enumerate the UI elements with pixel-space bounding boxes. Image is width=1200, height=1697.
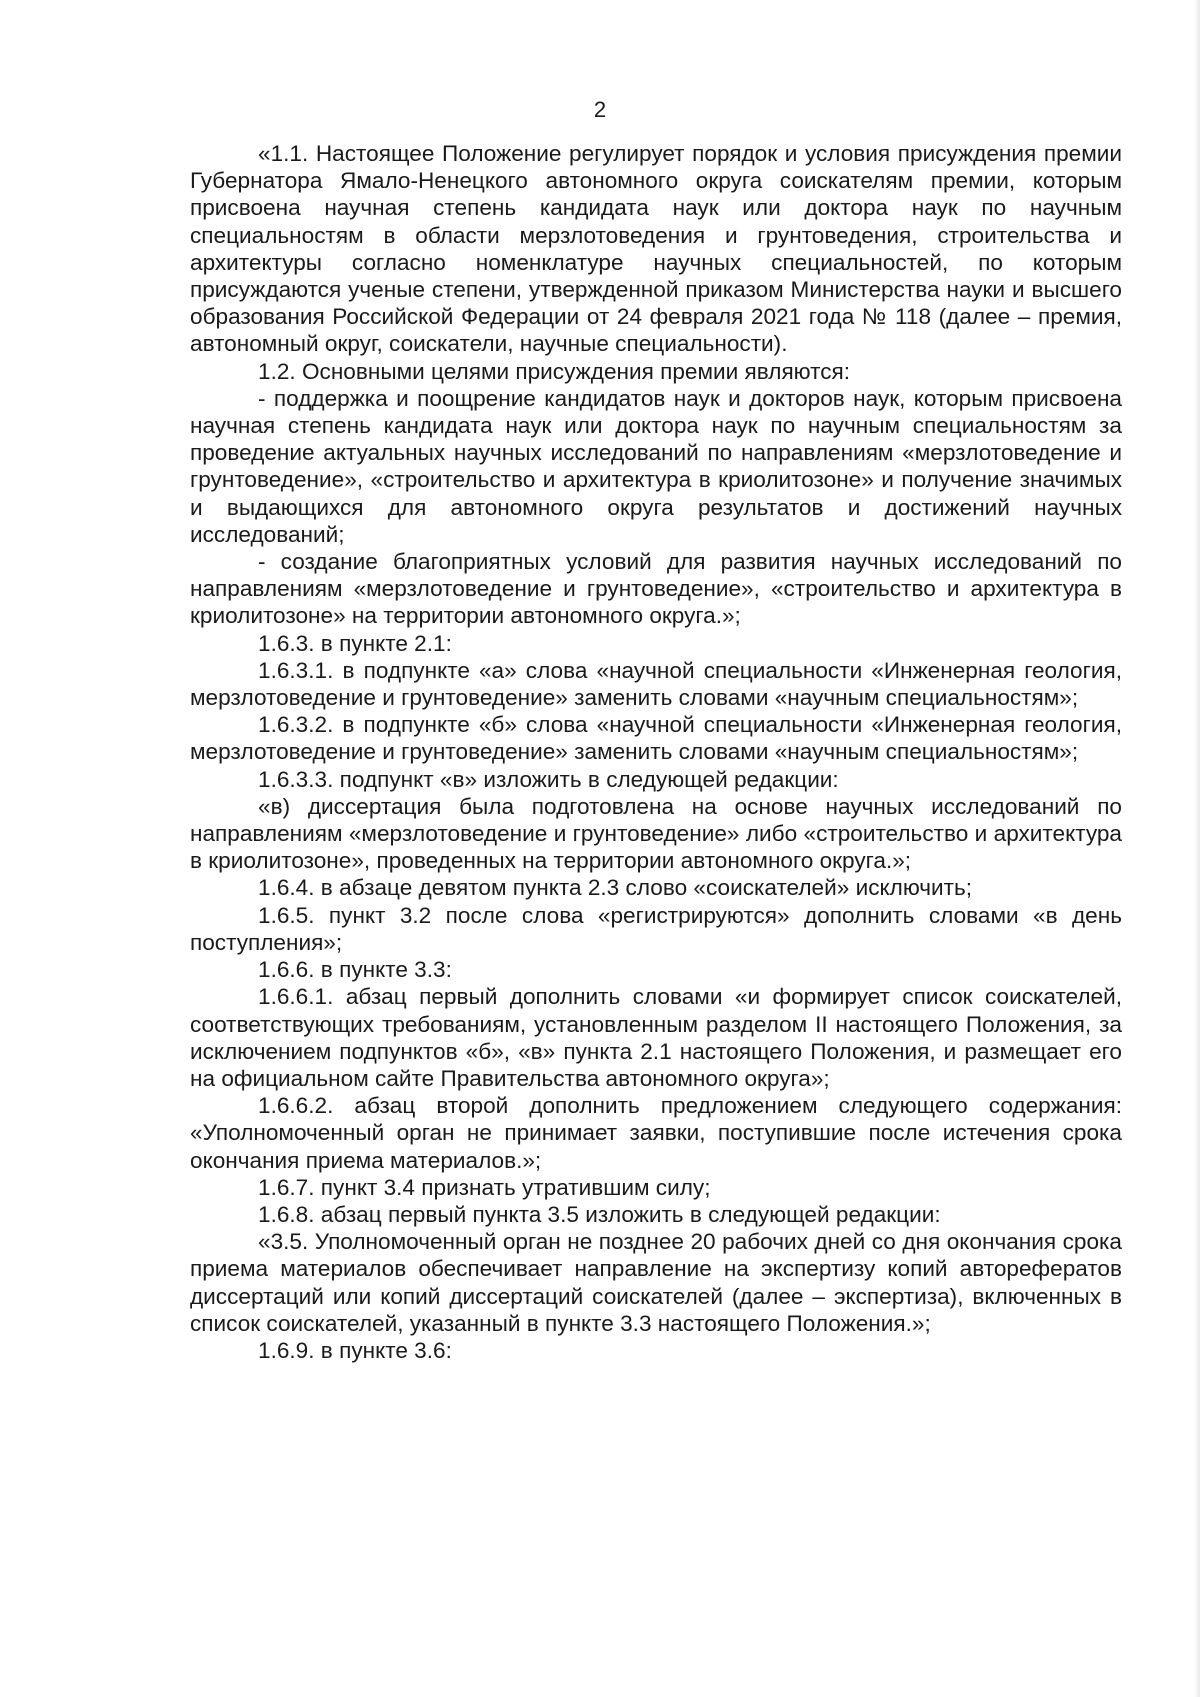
paragraph-1-6-5: 1.6.5. пункт 3.2 после слова «регистрируются» дополнить словами «в день поступления»; [190,902,1122,955]
paragraph-1-6-3: 1.6.3. в пункте 2.1: [258,630,452,656]
scan-edge [1194,0,1200,1697]
document-body [190,140,1122,1364]
paragraph-1-6-6-1: 1.6.6.1. абзац первый дополнить словами «и формирует список соискателей, соответствующих требованиям, установленным разделом II настоящего Положения, за исключением подпунктов «б», «в» пункта 2.1 настоящего Положения, и размещает его на официальном сайте Правительства автономного округа»; [190,984,1122,1091]
paragraph-subitem-v: «в) диссертация была подготовлена на основе научных исследований по направлениям «мерзлотоведение и грунтоведение» либо «строительство и архитектура в криолитозоне», проведенных на территории автономного округа.»; [190,793,1122,874]
paragraph-1-6-8: 1.6.8. абзац первый пункта 3.5 изложить в следующей редакции: [258,1201,941,1227]
page-number: 2 [593,97,607,122]
paragraph-1-6-7: 1.6.7. пункт 3.4 признать утратившим силу; [258,1174,711,1200]
paragraph-goal-conditions: - создание благоприятных условий для развития научных исследований по направлениям «мерзлотоведение и грунтоведение», «строительство и архитектура в криолитозоне» на территории автономного округа.»; [190,549,1122,629]
paragraph-1-6-9: 1.6.9. в пункте 3.6: [258,1337,452,1363]
paragraph-1-6-3-1: 1.6.3.1. в подпункте «а» слова «научной специальности «Инженерная геология, мерзлотоведение и грунтоведение» заменить словами «научным специальностям»; [190,657,1122,711]
paragraph-goal-support: - поддержка и поощрение кандидатов наук и докторов наук, которым присвоена научная степень кандидата наук или доктора наук по научным специальностям за проведение актуальных научных исследований по направлениям «мерзлотоведение и грунтоведение», «строительство и архитектура в криолитозоне» и получение значимых и выдающихся для автономного округа результатов и достижений научных исследований; [190,385,1122,547]
paragraph-3-5: «3.5. Уполномоченный орган не позднее 20 рабочих дней со дня окончания срока приема материалов обеспечивает направление на экспертизу копий авторефератов диссертаций или копий диссертаций соискателей (далее – экспертиза), включенных в список соискателей, указанный в пункте 3.3 настоящего Положения.»; [190,1229,1122,1336]
paragraph-1-6-3-3: 1.6.3.3. подпункт «в» изложить в следующей редакции: [258,766,839,792]
paragraph-1-1: «1.1. Настоящее Положение регулирует порядок и условия присуждения премии Губернатора Ямало-Ненецкого автономного округа соискателям премии, которым присвоена научная степень кандидата наук или доктора наук по научным специальностям в области мерзлотоведения и грунтоведения, строительства и архитектуры согласно номенклатуре научных специальностей, по которым присуждаются ученые степени, утвержденной приказом Министерства науки и высшего образования Российской Федерации от 24 февраля 2021 года № 118 (далее – премия, автономный округ, соискатели, научные специальности). [190,141,1122,357]
paragraph-1-6-4: 1.6.4. в абзаце девятом пункта 2.3 слово «соискателей» исключить; [258,875,973,901]
paragraph-1-6-6-2: 1.6.6.2. абзац второй дополнить предложением следующего содержания: «Уполномоченный орган не принимает заявки, поступившие после истечения срока окончания приема материалов.»; [190,1093,1122,1173]
paragraph-1-6-6: 1.6.6. в пункте 3.3: [258,957,452,983]
paragraph-1-2: 1.2. Основными целями присуждения премии являются: [258,358,851,384]
paragraph-1-6-3-2: 1.6.3.2. в подпункте «б» слова «научной специальности «Инженерная геология, мерзлотоведение и грунтоведение» заменить словами «научным специальностям»; [190,712,1122,765]
